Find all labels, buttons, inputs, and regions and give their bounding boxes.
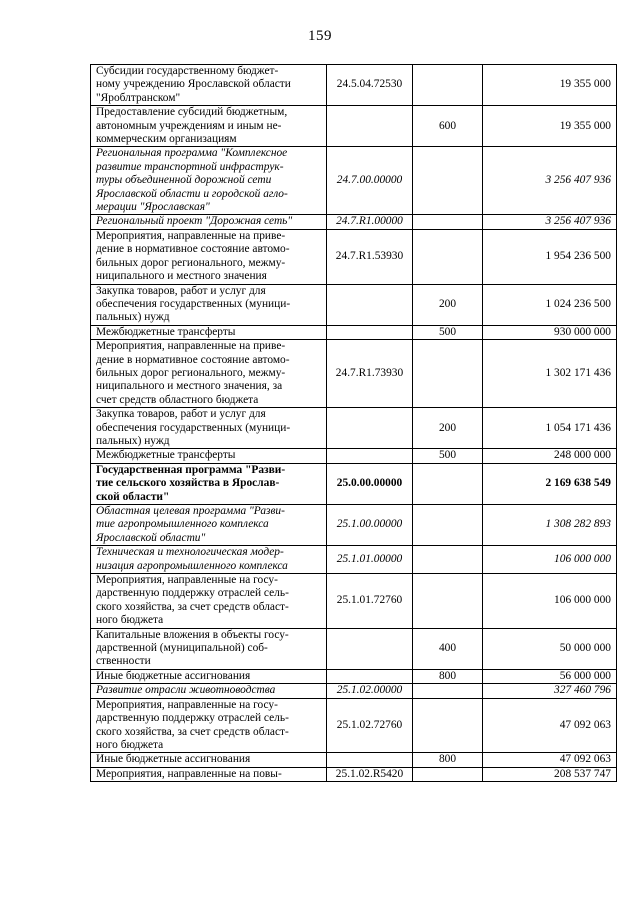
table-row <box>91 215 617 229</box>
row-amount: 56 000 000 <box>483 669 617 683</box>
row-code <box>327 325 413 339</box>
table-row <box>91 106 617 147</box>
table-row <box>91 684 617 698</box>
row-name: Государственная программа "Разви- тие сельского хозяйства в Ярослав- ской области" <box>91 463 327 504</box>
row-name: Мероприятия, направленные на госу- дарственную поддержку отраслей сель- ского хозяйства, за счет средств област- ного бюджета <box>91 574 327 629</box>
row-name: Региональная программа "Комплексное развитие транспортной инфраструк- туры объединенной дорожной сети Ярославской области и городской агло- мерации "Ярославская" <box>91 147 327 215</box>
row-expense-type <box>413 546 483 574</box>
row-expense-type <box>413 767 483 781</box>
table-row <box>91 325 617 339</box>
table-row <box>91 65 617 106</box>
row-amount: 1 308 282 893 <box>483 505 617 546</box>
row-name: Мероприятия, направленные на госу- дарственную поддержку отраслей сель- ского хозяйства, за счет средств област- ного бюджета <box>91 698 327 753</box>
row-code: 24.7.R1.73930 <box>327 340 413 408</box>
row-name: Субсидии государственному бюджет- ному учреждению Ярославской области "Яроблтранском" <box>91 65 327 106</box>
row-code: 25.1.01.72760 <box>327 574 413 629</box>
row-expense-type <box>413 463 483 504</box>
row-expense-type <box>413 505 483 546</box>
row-expense-type <box>413 147 483 215</box>
row-name: Мероприятия, направленные на повы- <box>91 767 327 781</box>
row-amount: 1 024 236 500 <box>483 284 617 325</box>
table-row <box>91 284 617 325</box>
row-amount: 248 000 000 <box>483 449 617 463</box>
table-row <box>91 408 617 449</box>
row-expense-type: 500 <box>413 325 483 339</box>
row-amount: 1 954 236 500 <box>483 229 617 284</box>
table-row <box>91 463 617 504</box>
row-expense-type <box>413 698 483 753</box>
row-expense-type: 400 <box>413 628 483 669</box>
budget-table-body <box>91 65 617 782</box>
row-name: Предоставление субсидий бюджетным, автономным учреждениям и иным не- коммерческим организациям <box>91 106 327 147</box>
table-row <box>91 767 617 781</box>
row-code: 25.1.02.00000 <box>327 684 413 698</box>
row-code <box>327 753 413 767</box>
row-code: 24.5.04.72530 <box>327 65 413 106</box>
row-name: Мероприятия, направленные на приве- дение в нормативное состояние автомо- бильных дорог регионального, межму- ниципального и местного значения <box>91 229 327 284</box>
row-amount: 47 092 063 <box>483 698 617 753</box>
row-name: Региональный проект "Дорожная сеть" <box>91 215 327 229</box>
row-name: Межбюджетные трансферты <box>91 449 327 463</box>
row-code: 25.1.00.00000 <box>327 505 413 546</box>
table-row <box>91 449 617 463</box>
row-code: 25.1.02.R5420 <box>327 767 413 781</box>
row-name: Развитие отрасли животноводства <box>91 684 327 698</box>
budget-table <box>90 64 617 782</box>
table-row <box>91 505 617 546</box>
row-amount: 327 460 796 <box>483 684 617 698</box>
row-amount: 1 054 171 436 <box>483 408 617 449</box>
row-amount: 208 537 747 <box>483 767 617 781</box>
table-row <box>91 574 617 629</box>
row-code: 25.1.01.00000 <box>327 546 413 574</box>
row-amount: 1 302 171 436 <box>483 340 617 408</box>
table-row <box>91 229 617 284</box>
row-amount: 3 256 407 936 <box>483 215 617 229</box>
row-name: Областная целевая программа "Разви- тие агропромышленного комплекса Ярославской области" <box>91 505 327 546</box>
row-code <box>327 669 413 683</box>
row-amount: 3 256 407 936 <box>483 147 617 215</box>
row-name: Закупка товаров, работ и услуг для обеспечения государственных (муници- пальных) нужд <box>91 284 327 325</box>
row-expense-type <box>413 574 483 629</box>
row-expense-type: 600 <box>413 106 483 147</box>
row-code <box>327 628 413 669</box>
table-row <box>91 340 617 408</box>
row-name: Техническая и технологическая модер- низация агропромышленного комплекса <box>91 546 327 574</box>
row-name: Капитальные вложения в объекты госу- дарственной (муниципальной) соб- ственности <box>91 628 327 669</box>
row-code <box>327 106 413 147</box>
row-code <box>327 408 413 449</box>
row-amount: 930 000 000 <box>483 325 617 339</box>
row-name: Иные бюджетные ассигнования <box>91 669 327 683</box>
row-expense-type: 200 <box>413 284 483 325</box>
row-expense-type: 500 <box>413 449 483 463</box>
row-name: Межбюджетные трансферты <box>91 325 327 339</box>
row-expense-type <box>413 215 483 229</box>
table-row <box>91 546 617 574</box>
row-expense-type: 800 <box>413 753 483 767</box>
row-amount: 47 092 063 <box>483 753 617 767</box>
row-name: Мероприятия, направленные на приве- дение в нормативное состояние автомо- бильных дорог регионального, межму- ниципального и местного значения, за счет средств областного бюджета <box>91 340 327 408</box>
row-code: 25.0.00.00000 <box>327 463 413 504</box>
row-expense-type <box>413 684 483 698</box>
row-name: Иные бюджетные ассигнования <box>91 753 327 767</box>
row-amount: 106 000 000 <box>483 546 617 574</box>
row-expense-type <box>413 229 483 284</box>
row-amount: 2 169 638 549 <box>483 463 617 504</box>
row-code: 24.7.R1.00000 <box>327 215 413 229</box>
row-expense-type <box>413 65 483 106</box>
row-code: 25.1.02.72760 <box>327 698 413 753</box>
row-code <box>327 449 413 463</box>
page-number: 159 <box>308 28 332 44</box>
table-row <box>91 753 617 767</box>
row-expense-type: 200 <box>413 408 483 449</box>
row-expense-type <box>413 340 483 408</box>
row-expense-type: 800 <box>413 669 483 683</box>
table-row <box>91 669 617 683</box>
row-amount: 19 355 000 <box>483 106 617 147</box>
table-row <box>91 147 617 215</box>
row-code: 24.7.00.00000 <box>327 147 413 215</box>
row-code: 24.7.R1.53930 <box>327 229 413 284</box>
row-amount: 19 355 000 <box>483 65 617 106</box>
table-row <box>91 698 617 753</box>
row-amount: 106 000 000 <box>483 574 617 629</box>
table-row <box>91 628 617 669</box>
row-code <box>327 284 413 325</box>
row-amount: 50 000 000 <box>483 628 617 669</box>
row-name: Закупка товаров, работ и услуг для обеспечения государственных (муници- пальных) нужд <box>91 408 327 449</box>
